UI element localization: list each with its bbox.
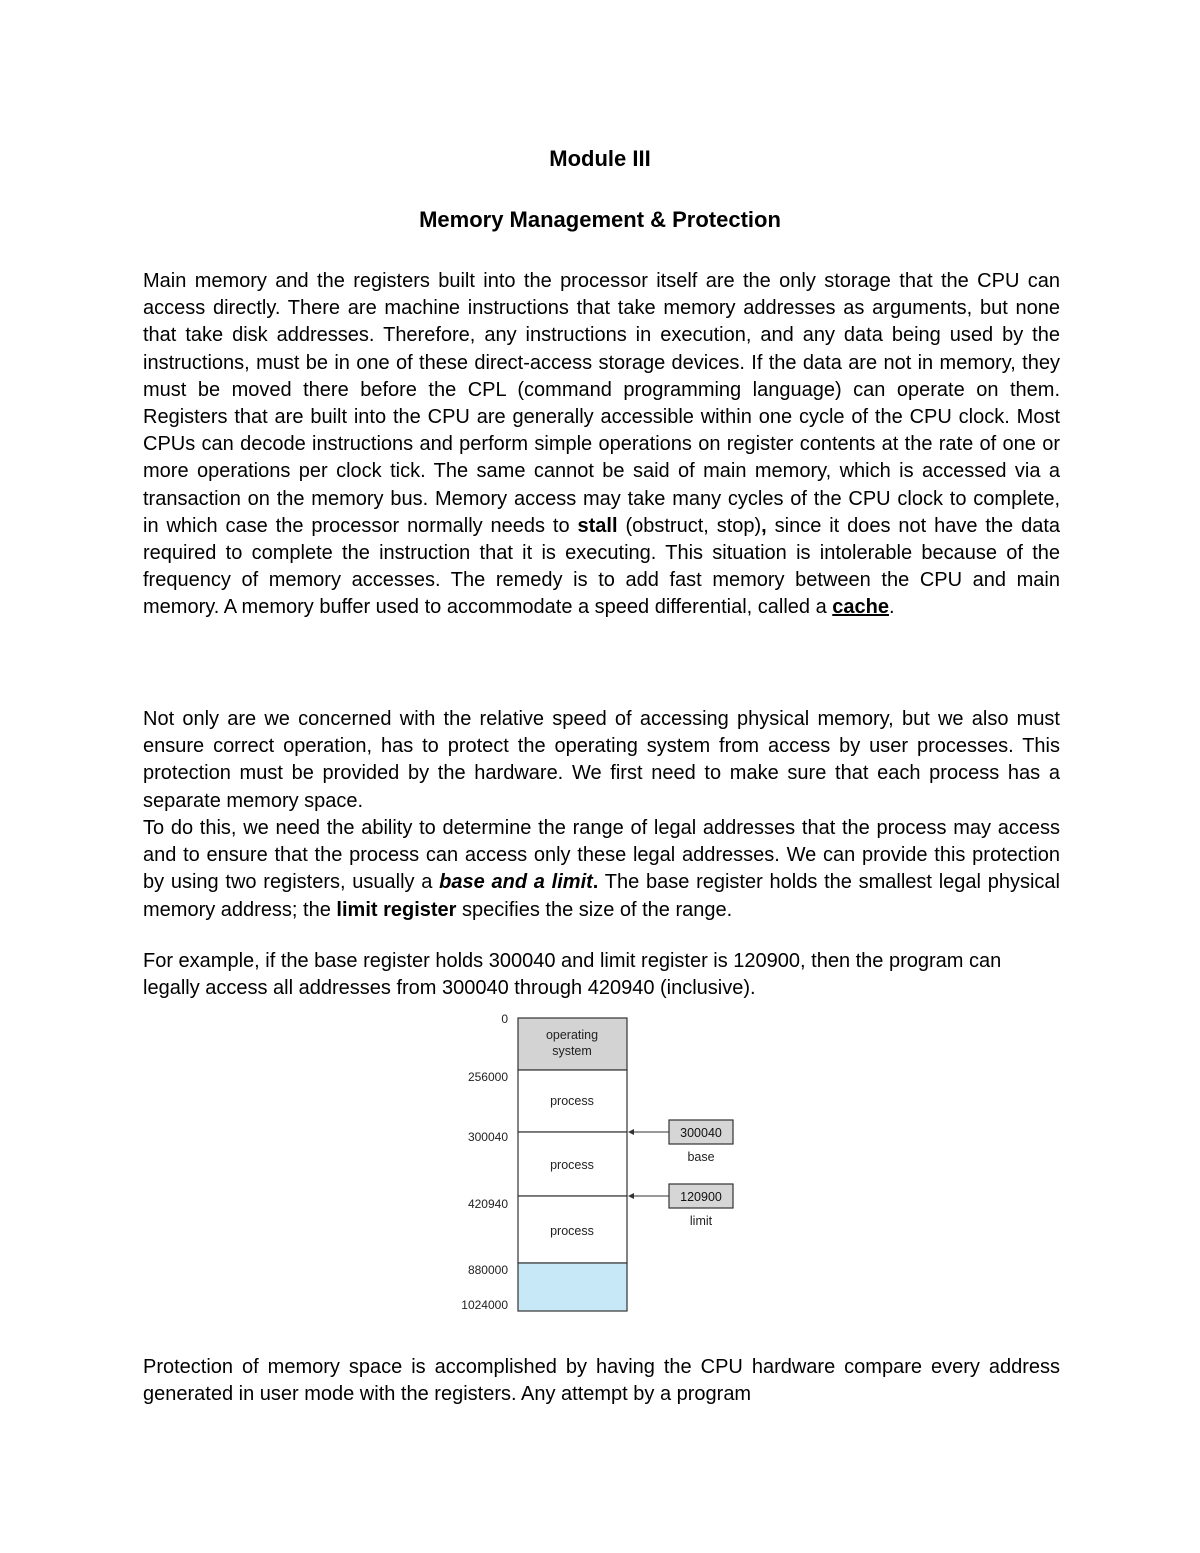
paragraph-hardware-compare: Protection of memory space is accomplished by having the CPU hardware compare every address generated in user mode with the registers. Any attempt by a program [143,1356,1060,1406]
memory-layout-diagram [440,1005,760,1317]
document-title: Module III [549,146,651,171]
term-stall: stall [577,514,618,537]
paragraph-text: since it does not have the data required to complete the instruction that it is executing. This situation is intolerable because of the frequency of memory accesses. The remedy is to add fast memory between the CPU and main memory. A memory buffer used to accommodate a speed differential, called a [143,514,1060,619]
os-label: system [552,1044,592,1058]
free-region [518,1263,627,1311]
term-cache: cache [832,596,889,619]
address-label: 880000 [467,1263,508,1277]
base-register-value: 300040 [680,1126,722,1140]
process-label: process [550,1094,594,1108]
paragraph-memory-access [143,268,1060,622]
paragraph-text: (obstruct, stop) [617,514,762,537]
paragraph-text: Main memory and the registers built into the processor itself are the only storage that the CPU can access directly. There are machine instructions that take memory addresses as arguments, but none that take disk addresses. Therefore, any instructions in execution, and any data being used by the instructions, must be in one of these direct-access storage devices. If the data are not in memory, they must be moved there before the CPL (command programming language) can operate on them. Registers that are built into the CPU are generally accessible within one cycle of the CPU clock. Most CPUs can decode instructions and perform simple operations on register contents at the rate of one or more operations per clock tick. The same cannot be said of main memory, which is accessed via a transaction on the memory bus. Memory access may take many cycles of the CPU clock to complete, in which case the processor normally needs to [143,270,1060,537]
paragraph-text: The base register holds the smallest legal physical memory address; the [143,871,1060,921]
process-label: process [550,1158,594,1172]
address-label: 0 [501,1012,508,1026]
paragraph-text: . [592,871,599,894]
process-label: process [550,1224,594,1238]
paragraph-protection: Not only are we concerned with the relative speed of accessing physical memory, but we also must ensure correct operation, has to protect the operating system from access by user processes. This protection must be provided by the hardware. We first need to make sure that each process has a separate memory space. [143,708,1060,812]
term-base-and-limit: base and a limit [439,871,593,894]
os-label: operating [545,1028,599,1042]
address-label: 420940 [467,1197,508,1211]
paragraph-text: , [761,514,767,537]
paragraph-registers [143,815,1060,924]
paragraph-text: To do this, we need the ability to determine the range of legal addresses that the process may access and to ensure that the process can access only these legal addresses. We can provide this protection by using two registers, usually a [143,817,1060,894]
term-limit-register: limit register [336,898,457,921]
paragraph-text: specifies the size of the range. [456,898,733,921]
paragraph-text: . [888,596,895,619]
limit-register-label: limit [689,1214,713,1228]
limit-register-value: 120900 [680,1190,722,1204]
address-label: 256000 [467,1070,508,1084]
paragraph-example: For example, if the base register holds 300040 and limit register is 120900, then the program can legally access all addresses from 300040 through 420940 (inclusive). [143,950,1002,1000]
base-register-label: base [687,1150,715,1164]
document-subtitle: Memory Management & Protection [419,207,781,232]
address-label: 300040 [467,1130,508,1144]
address-label: 1024000 [461,1298,508,1312]
